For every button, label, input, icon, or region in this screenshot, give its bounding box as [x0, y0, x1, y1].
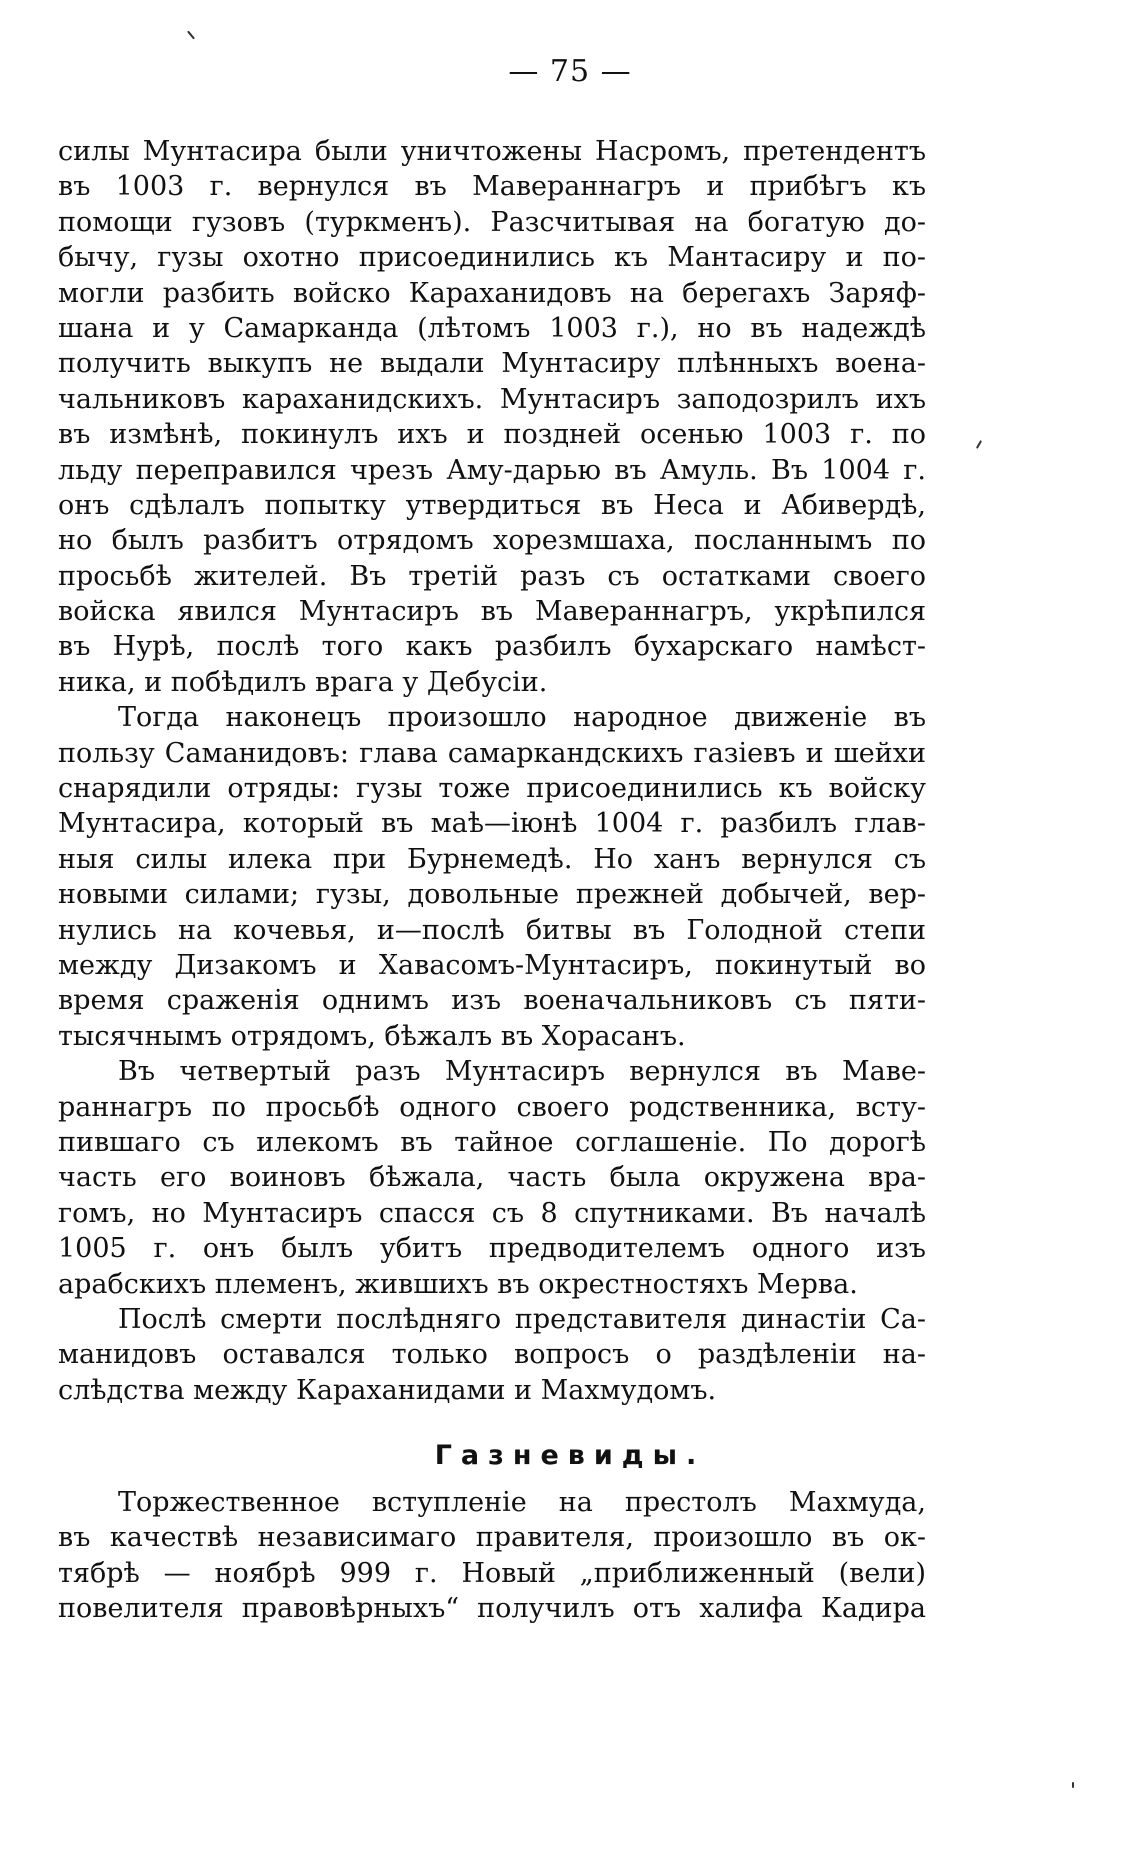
text-line: льду переправился чрезъ Аму-дарью въ Амуль. Въ 1004 г.: [58, 454, 926, 486]
scan-speck: [1072, 1782, 1074, 1788]
text-line: въ измѣнѣ, покинулъ ихъ и поздней осенью 1003 г. по: [58, 419, 926, 451]
text-line: повелителя правовѣрныхъ“ получилъ отъ халифа Кадира: [58, 1593, 926, 1625]
text-line: въ 1003 г. вернулся въ Мавераннагръ и прибѣгъ къ: [58, 171, 926, 203]
text-line: арабскихъ племенъ, жившихъ въ окрестностяхъ Мерва.: [58, 1268, 858, 1300]
text-line: получить выкупъ не выдали Мунтасиру плѣнныхъ воена-: [58, 348, 926, 380]
scan-speck: [976, 440, 982, 449]
text-line: Тогда наконецъ произошло народное движеніе въ: [118, 702, 926, 734]
text-line: силы Мунтасира были уничтожены Насромъ, претендентъ: [58, 136, 926, 167]
text-line: но былъ разбитъ отрядомъ хорезмшаха, посланнымъ по: [58, 525, 926, 557]
text-line: слѣдства между Караханидами и Махмудомъ.: [58, 1374, 717, 1406]
text-line: ныя силы илека при Бурнемедѣ. Но ханъ вернулся съ: [58, 843, 926, 875]
text-line: нулись на кочевья, и—послѣ битвы въ Голодной степи: [58, 914, 926, 946]
text-line: онъ сдѣлалъ попытку утвердиться въ Неса и Абивердѣ,: [58, 489, 926, 521]
text-line: новыми силами; гузы, довольные прежней добычей, вер-: [58, 879, 926, 911]
text-line: въ Нурѣ, послѣ того какъ разбилъ бухарскаго намѣст-: [58, 631, 926, 663]
section-heading: Газневиды.: [434, 1440, 706, 1471]
text-line: могли разбить войско Караханидовъ на берегахъ Заряф-: [58, 277, 926, 309]
text-line: чальниковъ караханидскихъ. Мунтасиръ заподозрилъ ихъ: [58, 383, 926, 415]
text-line: бычу, гузы охотно присоединились къ Мантасиру и по-: [58, 242, 926, 274]
text-block-main: [58, 134, 926, 1408]
text-line: Послѣ смерти послѣдняго представителя династіи Са-: [118, 1303, 926, 1335]
text-line: часть его воиновъ бѣжала, часть была окружена вра-: [58, 1162, 926, 1194]
text-line: Въ четвертый разъ Мунтасиръ вернулся въ Маве-: [118, 1056, 926, 1088]
text-block-after-heading: [58, 1485, 926, 1627]
text-line: манидовъ оставался только вопросъ о раздѣленіи на-: [58, 1339, 926, 1371]
page-number: — 75 —: [508, 54, 632, 89]
text-line: гомъ, но Мунтасиръ спасся съ 8 спутниками. Въ началѣ: [58, 1197, 926, 1229]
text-line: между Дизакомъ и Хавасомъ-Мунтасиръ, покинутый во: [58, 949, 926, 981]
text-line: Торжественное вступленіе на престолъ Махмуда,: [118, 1487, 926, 1518]
text-line: помощи гузовъ (туркменъ). Разсчитывая на богатую до-: [58, 206, 926, 238]
text-line: ника, и побѣдилъ врага у Дебусіи.: [58, 666, 548, 698]
text-line: шана и у Самарканда (лѣтомъ 1003 г.), но въ надеждѣ: [58, 312, 926, 344]
text-line: пользу Саманидовъ: глава самаркандскихъ газіевъ и шейхи: [58, 737, 926, 769]
text-line: раннагръ по просьбѣ одного своего родственника, всту-: [58, 1091, 926, 1123]
text-line: Мунтасира, который въ маѣ—іюнѣ 1004 г. разбилъ глав-: [58, 808, 926, 840]
text-line: время сраженія однимъ изъ военачальниковъ съ пяти-: [58, 985, 926, 1017]
text-line: войска явился Мунтасиръ въ Мавераннагръ, укрѣпился: [58, 596, 926, 628]
text-line: просьбѣ жителей. Въ третій разъ съ остатками своего: [58, 560, 926, 592]
scan-speck: [187, 31, 195, 40]
text-line: тябрѣ — ноябрѣ 999 г. Новый „приближенный (вели): [58, 1557, 926, 1589]
text-line: пившаго съ илекомъ въ тайное соглашеніе. По дорогѣ: [58, 1126, 926, 1158]
text-line: снарядили отряды: гузы тоже присоединились къ войску: [58, 773, 926, 805]
text-line: тысячнымъ отрядомъ, бѣжалъ въ Хорасанъ.: [58, 1020, 686, 1052]
text-line: въ качествѣ независимаго правителя, произошло въ ок-: [58, 1522, 926, 1554]
text-line: 1005 г. онъ былъ убитъ предводителемъ одного изъ: [58, 1233, 926, 1265]
